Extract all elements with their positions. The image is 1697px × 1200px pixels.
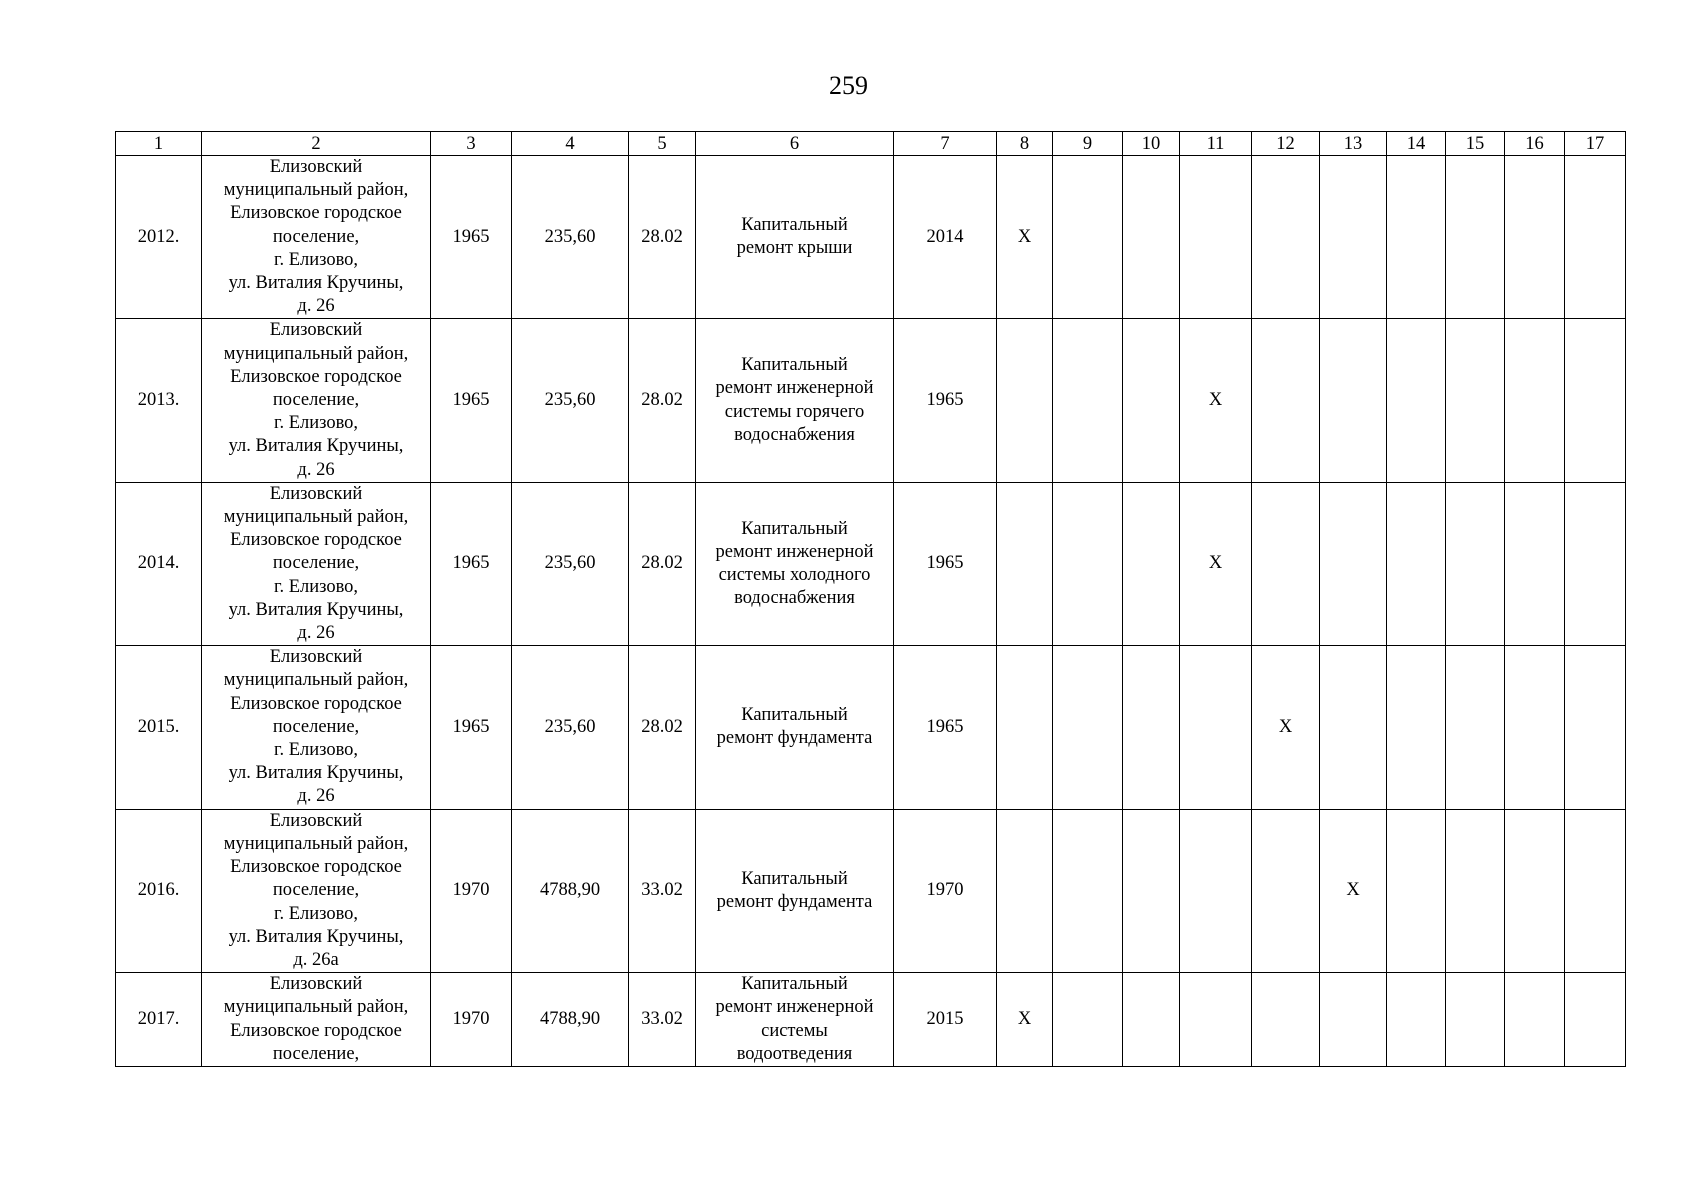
empty-cell — [1446, 482, 1505, 645]
mark-cell — [1320, 319, 1387, 482]
mark-cell — [1053, 646, 1123, 809]
construction-year: 1970 — [431, 809, 512, 972]
row-number: 2016. — [116, 809, 202, 972]
mark-cell: X — [997, 156, 1053, 319]
work-type-cell — [696, 973, 894, 1067]
address-line: Елизовское городское — [230, 1020, 402, 1041]
empty-cell — [1565, 646, 1626, 809]
address-line: Елизовское городское — [230, 857, 402, 878]
address-line: ул. Виталия Кручины, — [228, 273, 404, 294]
column-number: 5 — [629, 132, 696, 156]
empty-cell — [1446, 156, 1505, 319]
address-line: ул. Виталия Кручины, — [228, 926, 404, 947]
mark-cell: X — [1320, 809, 1387, 972]
column-number: 2 — [202, 132, 431, 156]
column-number: 17 — [1565, 132, 1626, 156]
mark-cell — [1123, 319, 1180, 482]
mark-cell: X — [997, 973, 1053, 1067]
mark-cell — [1387, 646, 1446, 809]
work-type-line: водоснабжения — [734, 424, 855, 445]
row-number: 2015. — [116, 646, 202, 809]
column-number: 15 — [1446, 132, 1505, 156]
work-type-line: Капитальный — [741, 974, 848, 995]
address-line: д. 26а — [293, 949, 339, 970]
address-line: поселение, — [272, 226, 360, 247]
column-number: 12 — [1252, 132, 1320, 156]
address-line: муниципальный район, — [223, 507, 409, 528]
empty-cell — [1505, 319, 1565, 482]
column-number-row — [116, 132, 1626, 156]
column-number: 13 — [1320, 132, 1387, 156]
construction-year: 1965 — [431, 482, 512, 645]
mark-cell — [1387, 809, 1446, 972]
address-line: муниципальный район, — [223, 343, 409, 364]
work-year: 1965 — [894, 482, 997, 645]
mark-cell — [1123, 482, 1180, 645]
work-type-cell — [696, 482, 894, 645]
mark-cell — [1180, 646, 1252, 809]
column-number: 4 — [512, 132, 629, 156]
page-number: 259 — [829, 71, 868, 100]
work-type-line: системы холодного — [718, 565, 871, 586]
code-value: 28.02 — [629, 319, 696, 482]
work-type-cell — [696, 809, 894, 972]
address-line: Елизовский — [269, 974, 363, 995]
address-line: Елизовский — [269, 810, 363, 831]
mark-cell — [1320, 973, 1387, 1067]
area-value: 4788,90 — [512, 973, 629, 1067]
empty-cell — [1565, 482, 1626, 645]
mark-cell — [997, 809, 1053, 972]
address-line: Елизовское городское — [230, 366, 402, 387]
mark-cell — [1387, 156, 1446, 319]
work-type-line: Капитальный — [741, 355, 848, 376]
mark-cell — [1180, 973, 1252, 1067]
area-value: 4788,90 — [512, 809, 629, 972]
work-type-line: ремонт фундамента — [716, 728, 873, 749]
work-type-line: ремонт крыши — [736, 238, 853, 259]
address-line: д. 26 — [297, 623, 335, 644]
table-row — [116, 482, 1626, 645]
address-cell — [202, 482, 431, 645]
address-line: д. 26 — [297, 296, 335, 317]
construction-year: 1965 — [431, 319, 512, 482]
mark-cell — [1387, 973, 1446, 1067]
column-number: 10 — [1123, 132, 1180, 156]
column-number: 1 — [116, 132, 202, 156]
mark-cell — [997, 482, 1053, 645]
mark-cell — [1053, 973, 1123, 1067]
mark-cell — [997, 319, 1053, 482]
address-line: Елизовское городское — [230, 530, 402, 551]
mark-cell — [1252, 973, 1320, 1067]
mark-cell: X — [1252, 646, 1320, 809]
empty-cell — [1505, 973, 1565, 1067]
address-line: поселение, — [272, 880, 360, 901]
address-cell — [202, 973, 431, 1067]
area-value: 235,60 — [512, 482, 629, 645]
address-line: Елизовский — [269, 647, 363, 668]
column-number: 7 — [894, 132, 997, 156]
column-number: 14 — [1387, 132, 1446, 156]
row-number: 2013. — [116, 319, 202, 482]
construction-year: 1970 — [431, 973, 512, 1067]
mark-cell — [1123, 809, 1180, 972]
mark-cell — [1123, 973, 1180, 1067]
column-number: 9 — [1053, 132, 1123, 156]
work-year: 1970 — [894, 809, 997, 972]
column-number: 11 — [1180, 132, 1252, 156]
work-type-line: водоснабжения — [734, 588, 855, 609]
empty-cell — [1565, 319, 1626, 482]
mark-cell — [1053, 482, 1123, 645]
address-line: ул. Виталия Кручины, — [228, 763, 404, 784]
table-row — [116, 973, 1626, 1067]
address-cell — [202, 646, 431, 809]
address-line: ул. Виталия Кручины, — [228, 599, 404, 620]
work-type-line: Капитальный — [741, 705, 848, 726]
mark-cell — [1053, 809, 1123, 972]
work-type-cell — [696, 156, 894, 319]
work-type-line: системы — [761, 1020, 828, 1041]
table-row — [116, 319, 1626, 482]
work-type-cell — [696, 319, 894, 482]
address-cell — [202, 156, 431, 319]
row-number: 2014. — [116, 482, 202, 645]
repair-register-table — [115, 131, 1626, 1067]
empty-cell — [1505, 646, 1565, 809]
mark-cell: X — [1180, 482, 1252, 645]
construction-year: 1965 — [431, 156, 512, 319]
address-line: поселение, — [272, 716, 360, 737]
work-year: 2014 — [894, 156, 997, 319]
mark-cell — [1387, 319, 1446, 482]
mark-cell — [1053, 319, 1123, 482]
address-line: г. Елизово, — [273, 249, 359, 270]
area-value: 235,60 — [512, 646, 629, 809]
work-type-line: ремонт инженерной — [715, 378, 874, 399]
address-line: муниципальный район, — [223, 833, 409, 854]
address-line: Елизовский — [269, 483, 363, 504]
empty-cell — [1505, 156, 1565, 319]
address-line: Елизовское городское — [230, 203, 402, 224]
code-value: 28.02 — [629, 646, 696, 809]
mark-cell — [1180, 809, 1252, 972]
work-type-line: Капитальный — [741, 215, 848, 235]
work-type-line: ремонт фундамента — [716, 891, 873, 912]
empty-cell — [1565, 156, 1626, 319]
mark-cell — [1252, 156, 1320, 319]
address-line: Елизовское городское — [230, 693, 402, 714]
code-value: 28.02 — [629, 482, 696, 645]
address-cell — [202, 809, 431, 972]
work-type-line: ремонт инженерной — [715, 541, 874, 562]
address-line: Елизовский — [269, 320, 363, 341]
table-row — [116, 646, 1626, 809]
address-line: г. Елизово, — [273, 903, 359, 924]
mark-cell — [997, 646, 1053, 809]
column-number: 8 — [997, 132, 1053, 156]
address-line: поселение, — [272, 553, 360, 574]
work-type-line: системы горячего — [724, 401, 865, 422]
table-row — [116, 156, 1626, 319]
mark-cell — [1123, 156, 1180, 319]
address-line: Елизовский — [269, 157, 363, 177]
work-year: 1965 — [894, 319, 997, 482]
address-line: муниципальный район, — [223, 997, 409, 1018]
mark-cell — [1252, 809, 1320, 972]
work-type-line: ремонт инженерной — [715, 997, 874, 1018]
address-line: муниципальный район, — [223, 670, 409, 691]
code-value: 33.02 — [629, 973, 696, 1067]
empty-cell — [1565, 809, 1626, 972]
address-line: г. Елизово, — [273, 740, 359, 761]
address-line: муниципальный район, — [223, 180, 409, 201]
empty-cell — [1565, 973, 1626, 1067]
code-value: 33.02 — [629, 809, 696, 972]
area-value: 235,60 — [512, 156, 629, 319]
address-line: ул. Виталия Кручины, — [228, 436, 404, 457]
mark-cell — [1123, 646, 1180, 809]
empty-cell — [1446, 973, 1505, 1067]
empty-cell — [1505, 809, 1565, 972]
row-number: 2012. — [116, 156, 202, 319]
address-line: г. Елизово, — [273, 576, 359, 597]
area-value: 235,60 — [512, 319, 629, 482]
mark-cell — [1180, 156, 1252, 319]
address-line: д. 26 — [297, 459, 335, 480]
address-line: поселение, — [272, 1043, 360, 1064]
mark-cell — [1320, 482, 1387, 645]
mark-cell: X — [1180, 319, 1252, 482]
code-value: 28.02 — [629, 156, 696, 319]
empty-cell — [1446, 646, 1505, 809]
table-row — [116, 809, 1626, 972]
address-line: г. Елизово, — [273, 413, 359, 434]
column-number: 3 — [431, 132, 512, 156]
address-line: поселение, — [272, 390, 360, 411]
mark-cell — [1320, 156, 1387, 319]
work-type-line: Капитальный — [741, 868, 848, 889]
mark-cell — [1252, 482, 1320, 645]
row-number: 2017. — [116, 973, 202, 1067]
address-line: д. 26 — [297, 786, 335, 807]
empty-cell — [1446, 809, 1505, 972]
work-type-cell — [696, 646, 894, 809]
work-type-line: Капитальный — [741, 518, 848, 539]
work-year: 2015 — [894, 973, 997, 1067]
column-number: 6 — [696, 132, 894, 156]
work-year: 1965 — [894, 646, 997, 809]
work-type-line: водоотведения — [736, 1043, 853, 1064]
empty-cell — [1446, 319, 1505, 482]
mark-cell — [1252, 319, 1320, 482]
column-number: 16 — [1505, 132, 1565, 156]
address-cell — [202, 319, 431, 482]
mark-cell — [1387, 482, 1446, 645]
construction-year: 1965 — [431, 646, 512, 809]
mark-cell — [1053, 156, 1123, 319]
empty-cell — [1505, 482, 1565, 645]
mark-cell — [1320, 646, 1387, 809]
